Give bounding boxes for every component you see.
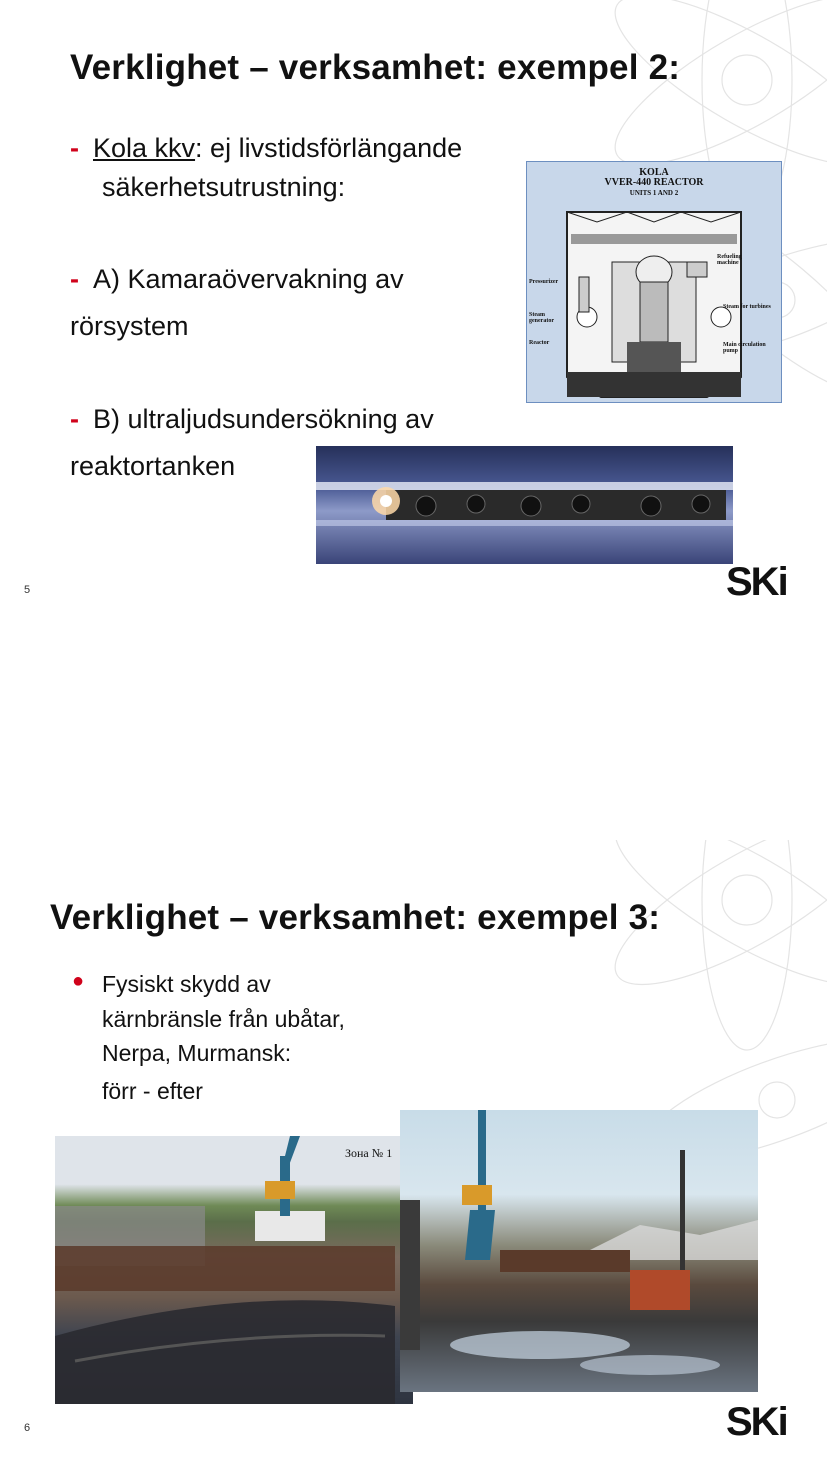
- label-steam-generator: Steam generator: [529, 312, 554, 324]
- bullet-dot: ●: [72, 970, 85, 992]
- slide-title: Verklighet – verksamhet: exempel 2:: [70, 48, 681, 87]
- after-photo: [400, 1110, 758, 1392]
- ski-logo: SKi: [726, 1400, 787, 1444]
- diagram-title-2: VVER-440 REACTOR: [604, 177, 704, 188]
- bullet-1: [70, 133, 462, 164]
- photo-caption: Зона № 1: [345, 1146, 393, 1160]
- ultrasonic-robot-photo: [316, 446, 733, 564]
- bullet-1-line-2: säkerhetsutrustning:: [102, 172, 346, 202]
- bullet-line-2: kärnbränsle från ubåtar,: [102, 1006, 345, 1032]
- dash-marker: -: [70, 404, 79, 434]
- reactor-drawing: [527, 162, 781, 402]
- label-main-circulation-pump: Main circulation pump: [723, 342, 766, 354]
- bullet-3: - B) ultraljudsundersökning av: [70, 404, 434, 434]
- bullet-2-line-2: rörsystem: [70, 311, 189, 341]
- reactor-diagram: [526, 161, 782, 403]
- diagram-title-3: UNITS 1 AND 2: [629, 189, 679, 197]
- bullet-3-line-2: reaktortanken: [70, 451, 236, 481]
- bullet-2: - A) Kamaraövervakning av: [70, 264, 404, 294]
- label-reactor: Reactor: [529, 340, 550, 346]
- kola-link[interactable]: Kola kkv: [93, 133, 196, 163]
- bullet-line-3: Nerpa, Murmansk:: [102, 1040, 292, 1066]
- dash-marker: -: [70, 264, 79, 294]
- label-pressurizer: Pressurizer: [529, 279, 559, 285]
- dash-marker: -: [70, 133, 79, 163]
- slide-5: [0, 0, 827, 610]
- diagram-title-1: KOLA: [639, 167, 669, 178]
- extra-line: förr - efter: [102, 1078, 203, 1104]
- label-steam-for-turbines: Steam for turbines: [723, 304, 771, 310]
- before-photo: [55, 1136, 413, 1404]
- ski-logo: SKi: [726, 560, 787, 604]
- slide-title: Verklighet – verksamhet: exempel 3:: [50, 898, 661, 937]
- bullet-1-text: : ej livstidsförlängande: [195, 133, 463, 163]
- bullet-line-1: Fysiskt skydd av: [102, 971, 271, 997]
- page-number: 6: [24, 1422, 31, 1434]
- page-number: 5: [24, 584, 31, 596]
- slide-6: [0, 840, 827, 1450]
- label-refueling-machine: Refueling machine: [717, 254, 742, 266]
